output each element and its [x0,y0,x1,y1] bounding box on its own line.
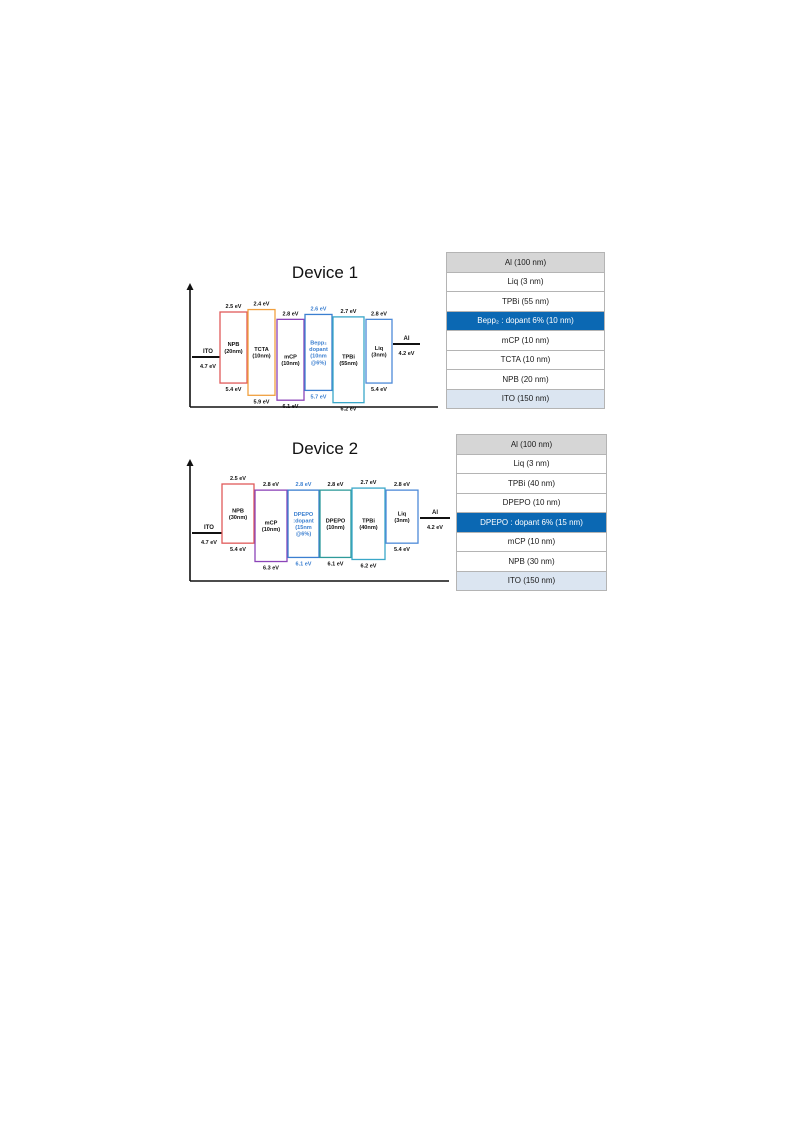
layer-name-line: dopant [309,347,328,354]
layer-name-line: Liq [374,345,384,352]
homo-label-0: 5.4 eV [225,387,242,394]
al-work-function: 4.2 eV [427,525,443,531]
stack-row [457,435,607,455]
stack-layer-7: ITO (150 nm) [457,571,607,591]
layer-name-line: NPB [232,508,244,515]
ito-work-function: 4.7 eV [200,364,216,370]
stack-layer-6: NPB (30 nm) [457,552,607,572]
al-work-function: 4.2 eV [398,351,415,357]
device-1-diagram [187,263,439,413]
layer-name-3 [309,341,328,367]
layer-name-line: TPBi [362,518,375,525]
layer-name-line: TCTA [254,347,269,354]
homo-label-3: 5.7 eV [310,394,327,401]
stack-row [457,532,607,552]
device-title: Device 1 [291,263,359,282]
layer-name-line: @6%) [295,531,312,538]
stack-layer-4: DPEPO : dopant 6% (15 nm) [457,513,607,533]
stack-layer-1: Liq (3 nm) [457,454,607,474]
homo-label-5: 5.4 eV [394,547,410,554]
lumo-label-5: 2.8 eV [394,482,410,489]
layer-name-line: (10nm) [261,527,281,534]
stack-row [447,272,605,292]
stack-row [457,513,607,533]
homo-label-4: 6.2 eV [360,563,377,570]
device-2-diagram [187,439,451,581]
al-label: Al [432,510,438,516]
lumo-label-4: 2.7 eV [340,308,357,315]
layer-name-line: TPBi [342,354,355,361]
stack-layer-6: NPB (20 nm) [447,370,605,390]
stack-layer-7: ITO (150 nm) [447,389,605,409]
lumo-label-1: 2.4 eV [253,301,270,308]
homo-label-4: 6.2 eV [340,406,357,413]
layer-name-2 [293,512,314,538]
lumo-label-0: 2.5 eV [230,476,246,482]
layer-name-line: (3nm) [371,352,387,359]
stack-layer-4: mCP (10 nm) [447,331,605,351]
lumo-label-5: 2.8 eV [371,311,387,318]
stack-layer-3: DPEPO (10 nm) [457,493,607,513]
stack-layer-3: Bepp₂ : dopant 6% (10 nm) [447,311,605,331]
layer-name-line: @6%) [310,360,327,367]
stack-layer-0: Al (100 nm) [457,435,607,455]
homo-label-3: 6.1 eV [327,561,344,568]
layer-name-line: (20nm) [224,348,243,355]
layer-name-line: NPB [227,342,240,349]
layer-name-line: (10nm) [326,525,345,532]
stack-layer-2: TPBi (40 nm) [457,474,607,494]
stack-row [447,370,605,390]
ito-label: ITO [203,349,213,355]
stack-layer-5: mCP (10 nm) [457,532,607,552]
stack-row [457,552,607,572]
layer-name-line: (15nm [295,525,312,532]
layer-name-line: mCP [284,354,297,361]
stack-layer-5: TCTA (10 nm) [447,350,605,370]
al-label: Al [403,336,410,342]
homo-label-0: 5.4 eV [230,547,246,554]
homo-label-2: 6.1 eV [282,404,299,411]
device-2-layer-stack [456,434,607,591]
stack-row [457,454,607,474]
layer-name-line: (10nm) [281,361,300,368]
lumo-label-2: 2.8 eV [282,311,299,318]
layer-name-line: (30nm) [228,514,248,521]
stack-row [447,389,605,409]
layer-name-line: (10nm [310,353,327,360]
y-axis-arrow [187,459,194,466]
ito-work-function: 4.7 eV [201,540,217,546]
stack-row [457,493,607,513]
stack-row [457,571,607,591]
stack-row [447,311,605,331]
device-1-layer-stack [446,252,605,409]
layer-name-line: mCP [264,520,278,527]
lumo-label-4: 2.7 eV [360,480,377,487]
layer-name-line: Bepp₂ [310,340,327,347]
ito-label: ITO [204,525,214,531]
layer-name-line: :dopant [293,518,314,525]
lumo-label-0: 2.5 eV [225,304,242,310]
lumo-label-3: 2.8 eV [327,482,344,489]
layer-name-line: (3nm) [394,517,410,524]
layer-name-line: Liq [397,511,407,518]
layer-name-line: (40nm) [359,525,378,532]
homo-label-1: 5.9 eV [253,399,270,406]
y-axis-arrow [187,283,194,290]
stack-row [447,292,605,312]
stack-row [457,474,607,494]
lumo-label-3: 2.6 eV [310,306,327,313]
lumo-label-1: 2.8 eV [263,482,279,489]
stack-row [447,331,605,351]
lumo-label-2: 2.8 eV [295,482,312,489]
homo-label-1: 6.3 eV [263,565,279,572]
layer-name-line: (55nm) [339,361,358,368]
stack-layer-0: Al (100 nm) [447,253,605,273]
layer-name-line: (10nm) [252,353,271,360]
homo-label-5: 5.4 eV [371,387,387,394]
stack-layer-1: Liq (3 nm) [447,272,605,292]
stack-row [447,253,605,273]
device-title: Device 2 [291,439,359,458]
layer-name-line: DPEPO [325,518,346,525]
layer-name-3 [326,518,346,531]
stack-layer-2: TPBi (55 nm) [447,292,605,312]
homo-label-2: 6.1 eV [295,561,312,568]
layer-name-1 [252,347,270,360]
layer-name-line: DPEPO [293,511,314,518]
stack-row [447,350,605,370]
